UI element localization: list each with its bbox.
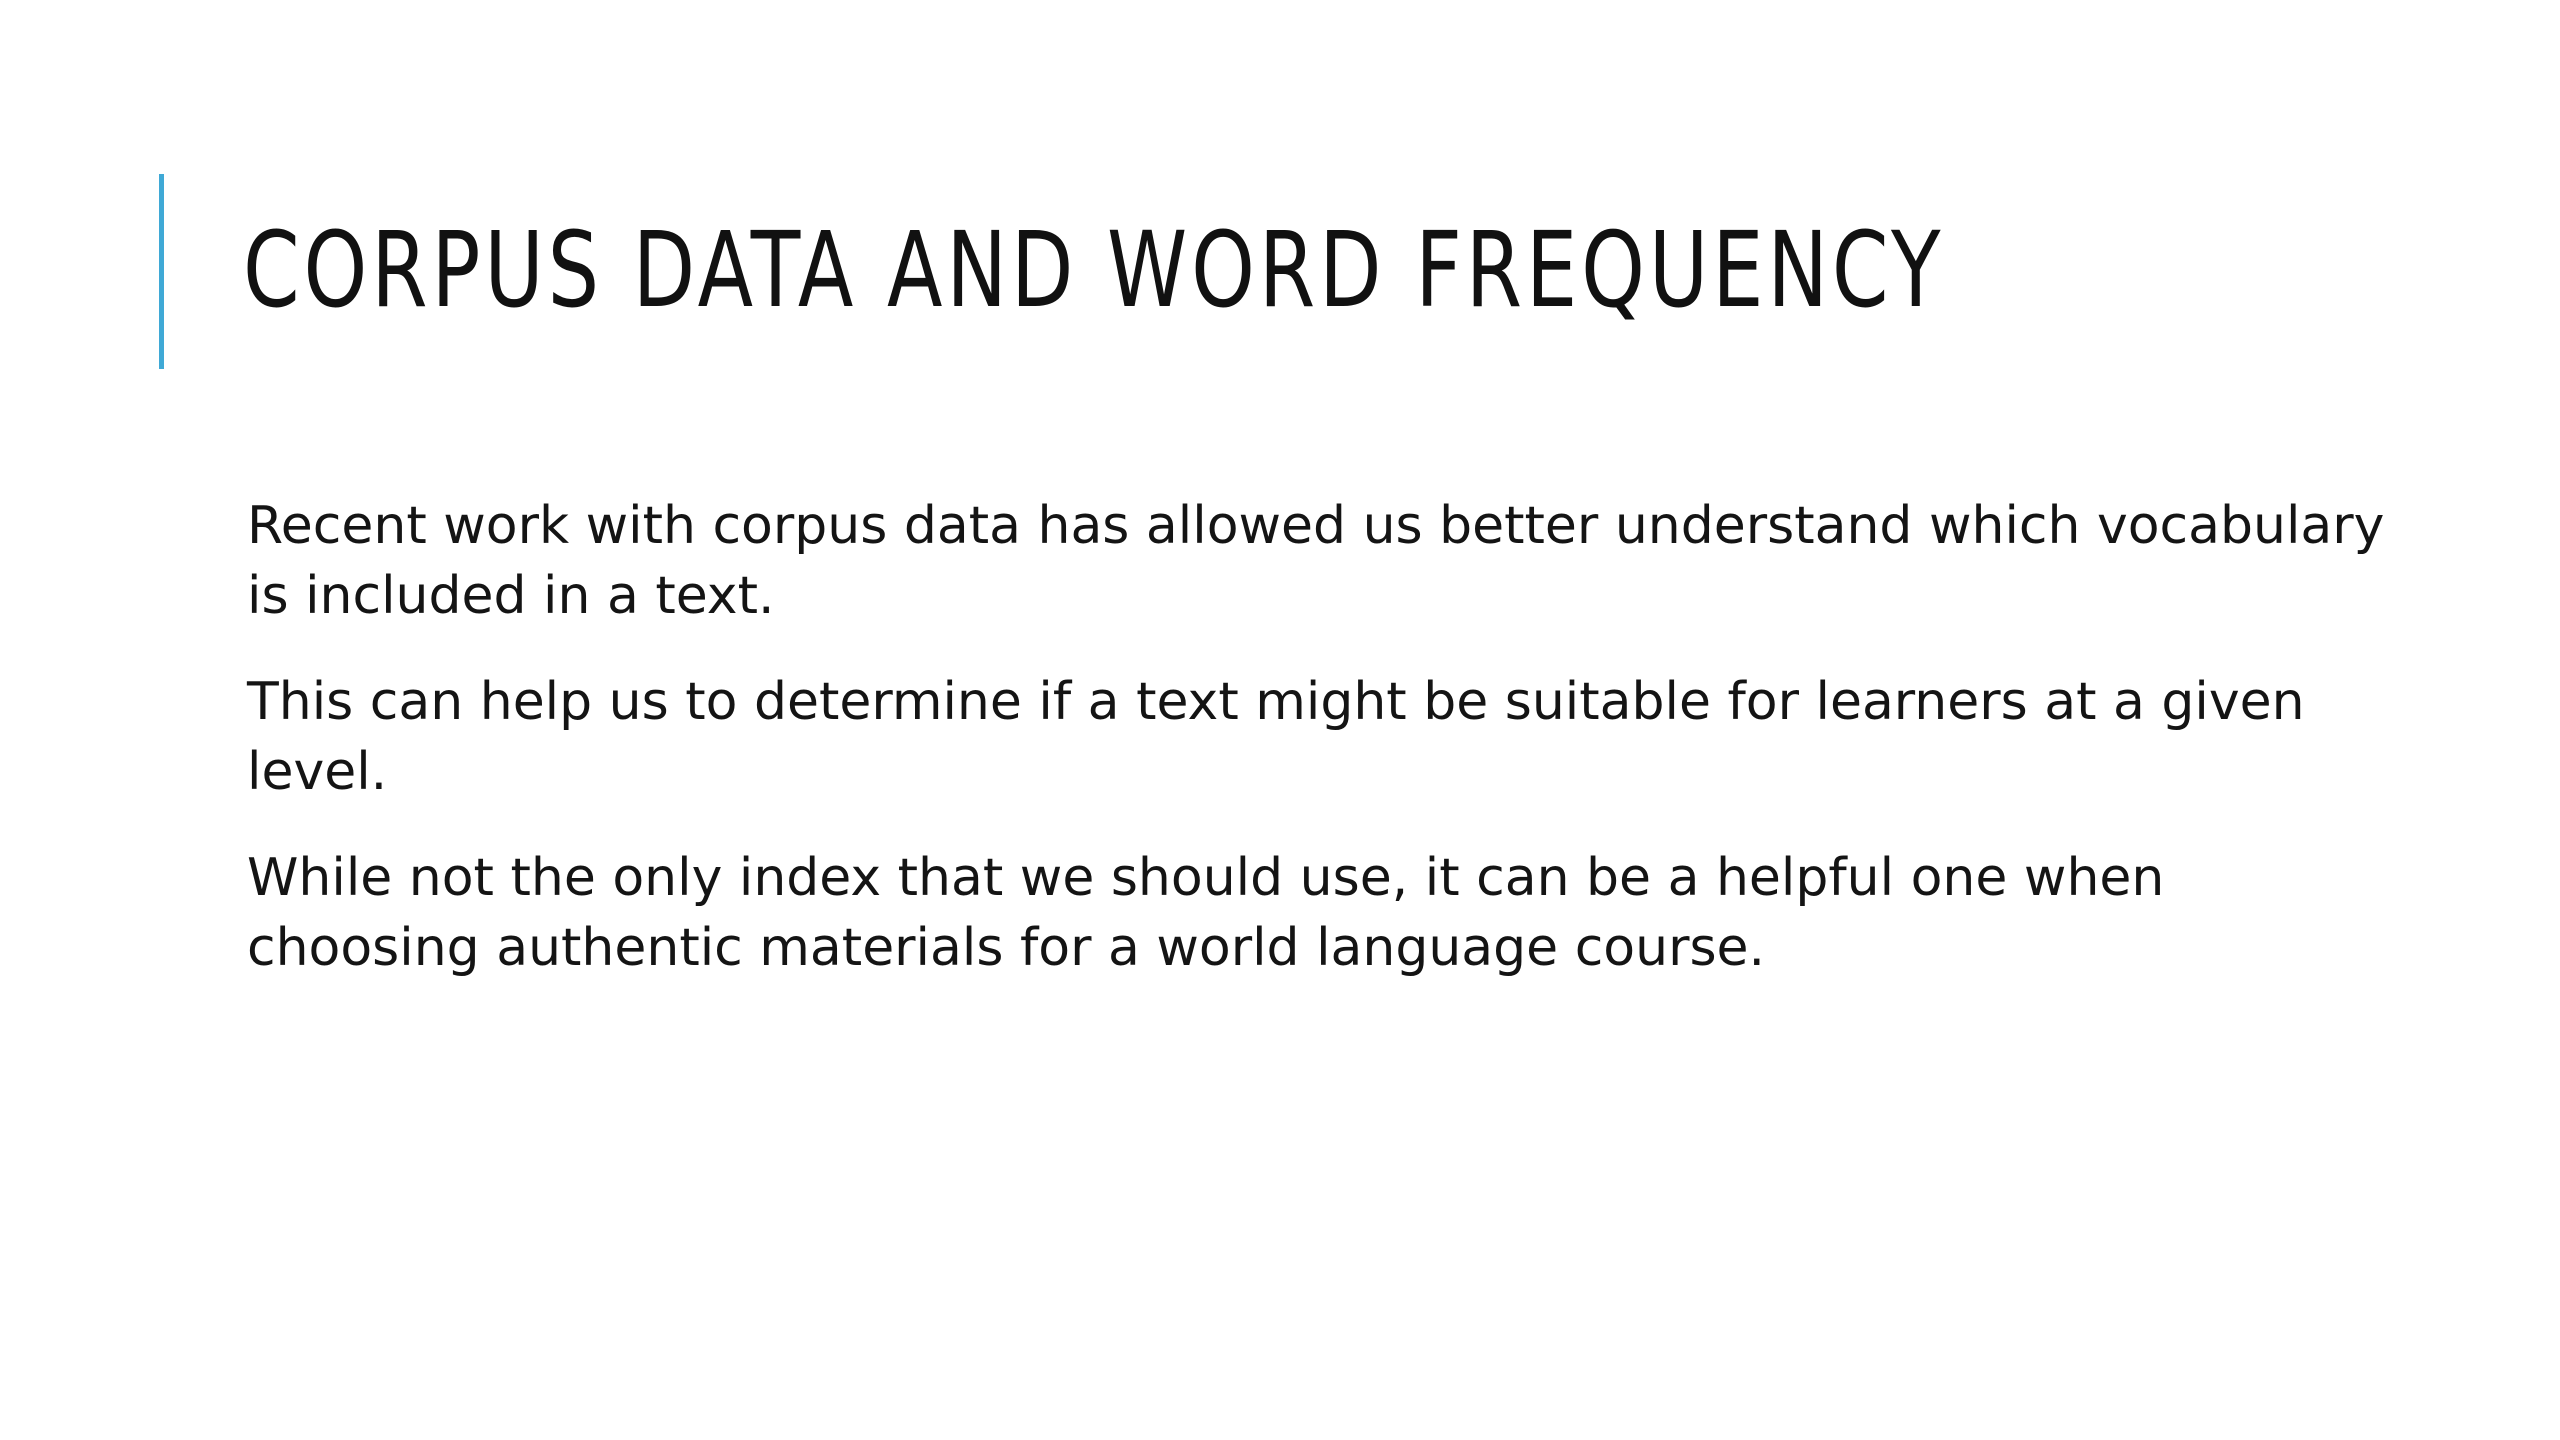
slide-body <box>247 491 2387 1019</box>
title-accent-bar <box>159 174 164 369</box>
slide-title: CORPUS DATA AND WORD FREQUENCY <box>243 209 1945 331</box>
body-paragraph-1: Recent work with corpus data has allowed us better understand which vocabulary is included in a text. <box>247 496 2385 626</box>
body-paragraph-2: This can help us to determine if a text might be suitable for learners at a given level. <box>247 672 2305 802</box>
body-paragraph-3: While not the only index that we should use, it can be a helpful one when choosing authentic materials for a world language course. <box>247 848 2165 978</box>
